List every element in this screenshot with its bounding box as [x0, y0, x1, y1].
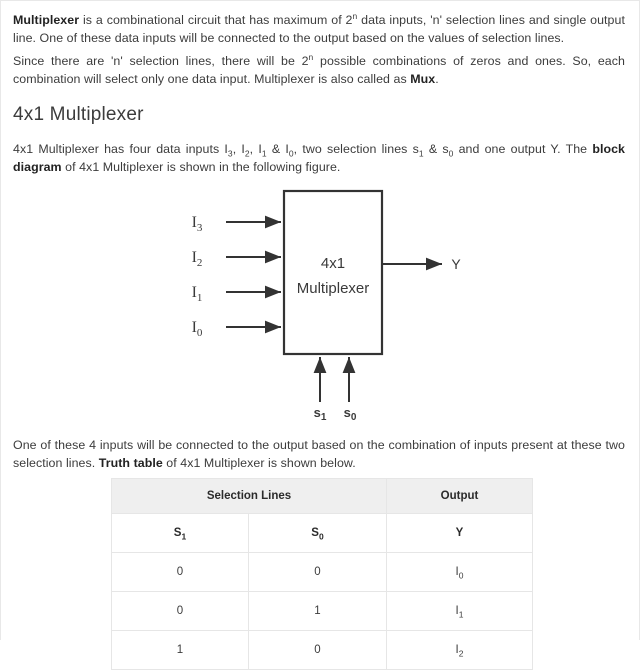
- cell-s1: 0: [112, 592, 249, 631]
- block-diagram-figure: [1, 186, 640, 426]
- term-multiplexer: Multiplexer: [13, 13, 80, 27]
- output-label-y: Y: [451, 256, 461, 272]
- p3-text-e: , two selection lines s: [293, 142, 419, 156]
- p3-text-h: of 4x1 Multiplexer is shown in the following figure.: [61, 159, 341, 174]
- p2-text-a: Since there are 'n' selection lines, there will be 2: [13, 54, 309, 68]
- cell-y: [387, 553, 533, 592]
- p1-text-a: is a combinational circuit that has maximum of 2: [79, 13, 353, 27]
- cell-y: [387, 592, 533, 631]
- input-label-i1: $I_1$: [191, 284, 203, 304]
- p3-sub-s1: 1: [418, 148, 424, 159]
- cell-s0: 0: [249, 553, 387, 592]
- section-heading-4x1-multiplexer: 4x1 Multiplexer: [13, 104, 144, 125]
- cell-y-sub: 0: [458, 570, 464, 581]
- group-header-output: Output: [387, 479, 533, 514]
- p3-text-b: , I: [232, 142, 245, 156]
- cell-y-sub: 2: [458, 648, 464, 659]
- col-head-s0-sub: 0: [318, 531, 324, 542]
- paragraph-combinations: [13, 53, 625, 88]
- p3-text-d: & I: [266, 142, 289, 156]
- p1-text-b: data inputs, 'n' selection lines and single output line. One of these data inputs will be connected to the output based on the values of selection lines.: [13, 13, 625, 45]
- cell-s1: 0: [112, 553, 249, 592]
- column-header-s0: [249, 514, 387, 553]
- p3-text-g: and one output Y. The: [453, 142, 593, 156]
- cell-y-base: I: [455, 644, 459, 656]
- cell-s0: 1: [249, 592, 387, 631]
- column-header-y: [387, 514, 533, 553]
- input-label-i0: $I_0$: [191, 319, 203, 339]
- column-header-s1: [112, 514, 249, 553]
- p3-text-f: & s: [423, 142, 449, 156]
- select-label-s1: $s_1$: [313, 405, 327, 423]
- paragraph-4x1-description: [13, 141, 625, 176]
- p2-exponent-n: n: [308, 51, 314, 62]
- input-label-i3: $I_3$: [191, 214, 203, 234]
- paragraph-intro: [13, 12, 625, 47]
- p4-text-a: One of these 4 inputs will be connected to the output based on the combination of inputs present at these two selection lines.: [13, 438, 625, 470]
- table-row: [112, 592, 533, 631]
- p3-sub-i2: 2: [244, 148, 250, 159]
- cell-y-base: I: [455, 605, 459, 617]
- cell-y-base: I: [455, 566, 459, 578]
- p3-text-c: , I: [249, 142, 262, 156]
- p2-text-c: .: [435, 71, 439, 86]
- table-group-header-row: [112, 479, 533, 514]
- input-label-i2: $I_2$: [191, 249, 203, 269]
- table-row: [112, 631, 533, 670]
- p2-text-b: possible combinations of zeros and ones. So, each combination will select only one data input. Multiplexer is also called as: [13, 54, 625, 86]
- p3-sub-i1: 1: [261, 148, 267, 159]
- truth-table-body: [112, 514, 533, 670]
- table-row: [112, 553, 533, 592]
- col-head-s1-base: S: [173, 527, 182, 539]
- truth-table: [111, 478, 533, 670]
- cell-y: [387, 631, 533, 670]
- col-head-y-base: Y: [455, 527, 464, 539]
- p3-text-a: 4x1 Multiplexer has four data inputs I: [13, 142, 228, 156]
- term-mux: Mux: [410, 71, 436, 86]
- p3-sub-s0: 0: [448, 148, 454, 159]
- term-block-diagram: block diagram: [13, 142, 626, 174]
- table-column-header-row: [112, 514, 533, 553]
- mux-box-label-line2: Multiplexer: [296, 280, 370, 297]
- col-head-s1-sub: 1: [181, 531, 187, 542]
- p3-sub-i3: 3: [227, 148, 233, 159]
- paragraph-truth-table-intro: [13, 437, 625, 472]
- cell-s1: 1: [112, 631, 249, 670]
- select-label-s0: $s_0$: [343, 405, 357, 423]
- mux-box: [284, 191, 382, 354]
- col-head-s0-base: S: [311, 527, 319, 539]
- p3-sub-i0: 0: [288, 148, 294, 159]
- p1-exponent-n: n: [352, 10, 358, 21]
- group-header-selection-lines: Selection Lines: [112, 479, 387, 514]
- p4-text-b: of 4x1 Multiplexer is shown below.: [162, 455, 356, 470]
- mux-box-label-line1: 4x1: [320, 255, 346, 272]
- cell-s0: 0: [249, 631, 387, 670]
- term-truth-table: Truth table: [98, 455, 163, 470]
- truth-table-head: [112, 479, 533, 514]
- cell-y-sub: 1: [458, 609, 464, 620]
